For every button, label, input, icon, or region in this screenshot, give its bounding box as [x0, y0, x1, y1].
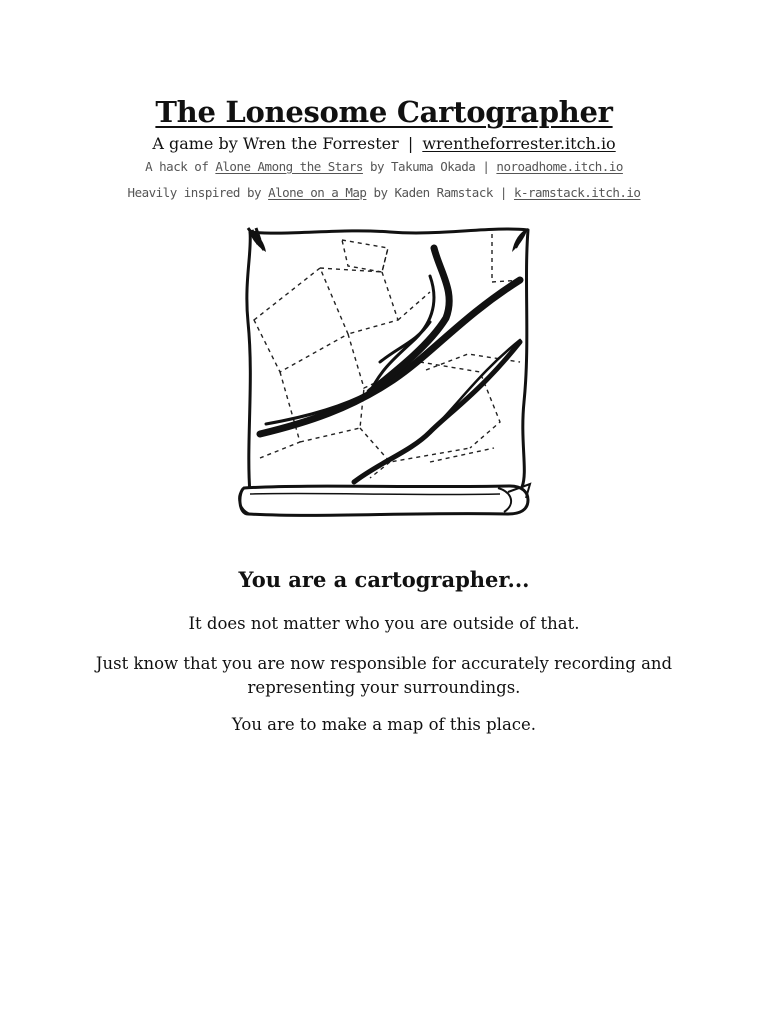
credit-hack-prefix: A hack of: [145, 159, 216, 174]
byline: [0, 132, 768, 156]
paragraph-2: Just know that you are now responsible for accurately recording and representing your surroundings.: [95, 654, 673, 697]
credit-hack-separator: |: [482, 159, 490, 174]
byline-prefix: A game by Wren the Forrester: [152, 134, 399, 153]
credit-hack-work[interactable]: Alone Among the Stars: [215, 159, 363, 174]
credit-hack-link[interactable]: noroadhome.itch.io: [496, 159, 623, 174]
credit-hack: [0, 157, 768, 177]
byline-separator: |: [407, 134, 414, 153]
scroll-roll: [239, 484, 530, 515]
credit-inspiration-work[interactable]: Alone on a Map: [268, 185, 367, 200]
parchment-outline: [247, 229, 528, 497]
author-link[interactable]: wrentheforrester.itch.io: [422, 134, 616, 153]
credit-inspiration: [0, 183, 768, 203]
paragraph-3: You are to make a map of this place.: [231, 715, 537, 734]
title-text: The Lonesome Cartographer: [155, 95, 613, 129]
credit-inspiration-separator: |: [499, 185, 507, 200]
paragraph-1: It does not matter who you are outside of that.: [188, 614, 580, 633]
credit-hack-by: by Takuma Okada: [362, 159, 483, 174]
credit-inspiration-by: by Kaden Ramstack: [366, 185, 500, 200]
credit-inspiration-link[interactable]: k-ramstack.itch.io: [513, 185, 641, 200]
section-heading: You are a cartographer...: [238, 567, 530, 592]
credit-inspiration-prefix: Heavily inspired by: [127, 185, 269, 200]
document-title: [0, 92, 768, 132]
parchment-map-icon: [230, 222, 540, 524]
